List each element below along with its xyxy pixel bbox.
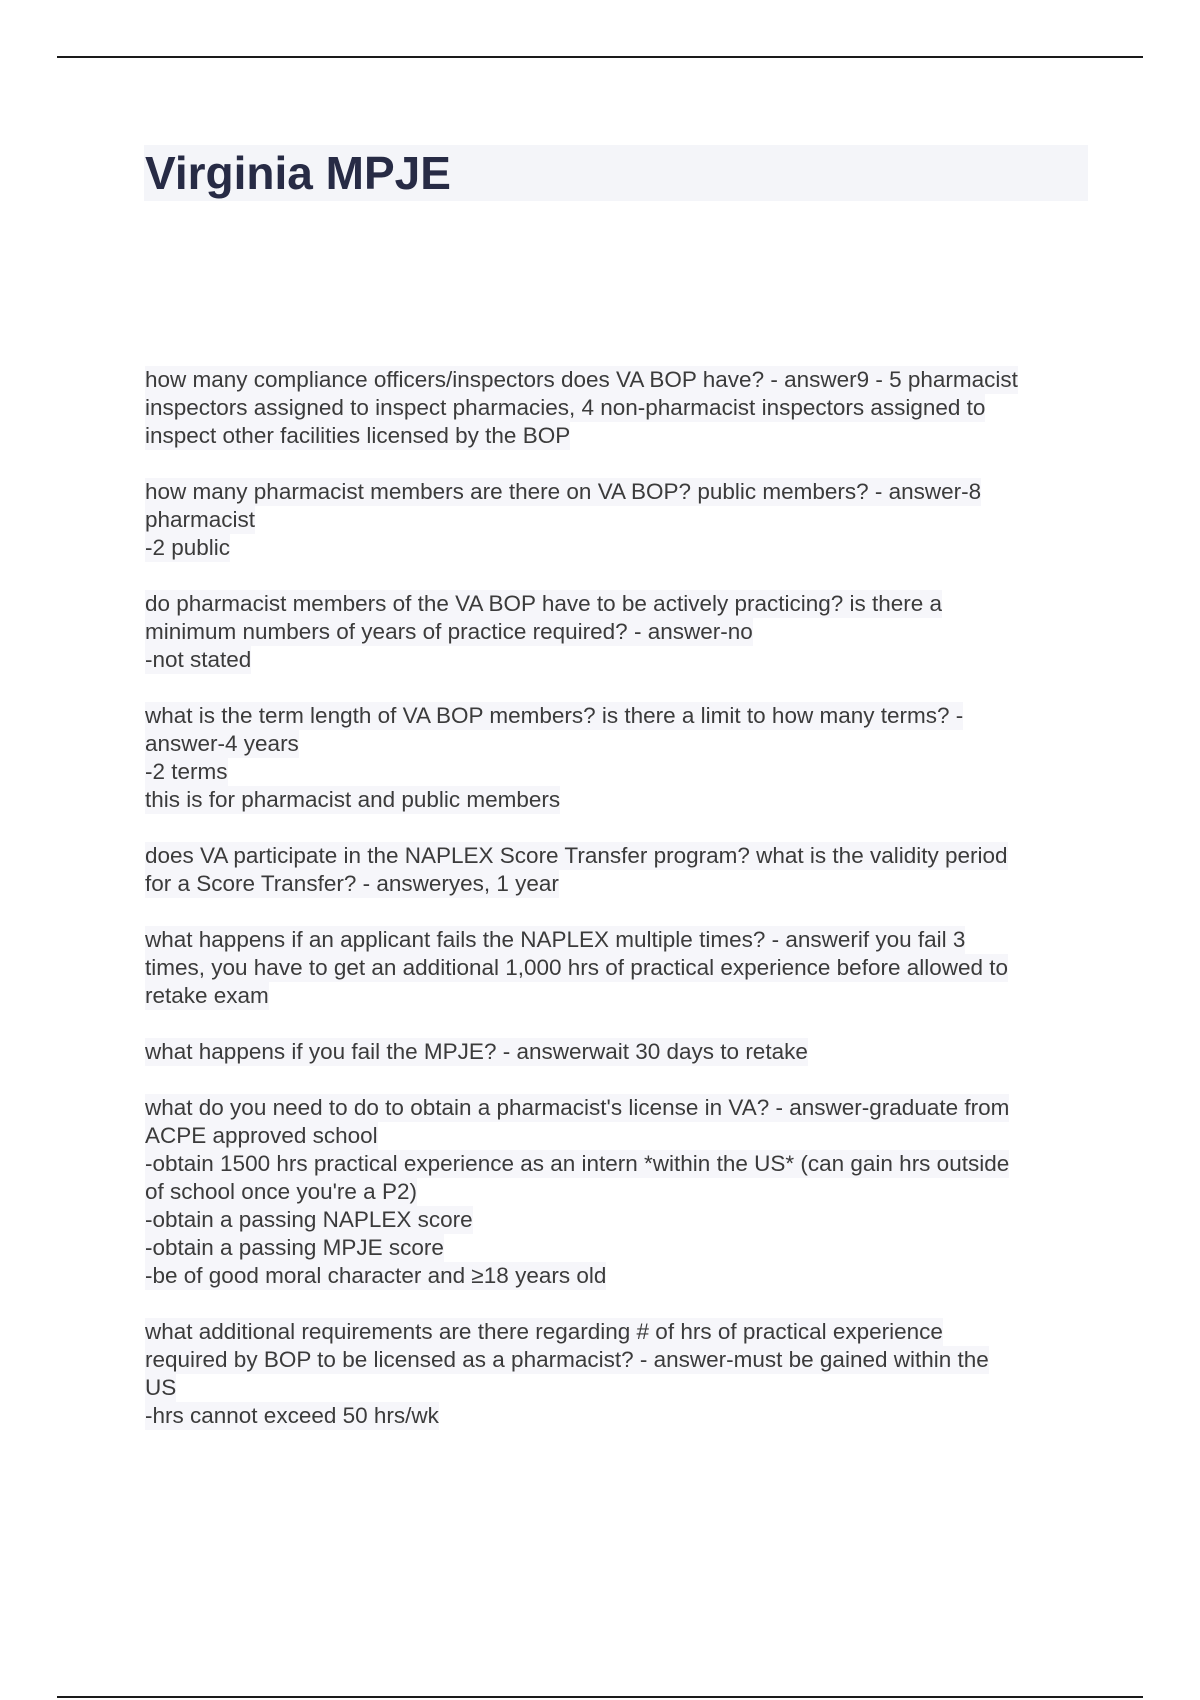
page-title: Virginia MPJE — [145, 147, 451, 199]
qa-line: inspectors assigned to inspect pharmacies, 4 non-pharmacist inspectors assigned to — [145, 395, 986, 420]
qa-line: -hrs cannot exceed 50 hrs/wk — [145, 1403, 439, 1428]
qa-line: what do you need to do to obtain a pharmacist's license in VA? - answer-graduate from — [145, 1095, 1010, 1120]
qa-card — [145, 702, 1105, 814]
qa-list — [145, 366, 1105, 1458]
qa-line: what additional requirements are there regarding # of hrs of practical experience — [145, 1319, 943, 1344]
qa-line: do pharmacist members of the VA BOP have to be actively practicing? is there a — [145, 591, 943, 616]
qa-card — [145, 842, 1105, 898]
top-rule — [57, 56, 1143, 58]
qa-line: what happens if an applicant fails the NAPLEX multiple times? - answerif you fail 3 — [145, 927, 966, 952]
qa-line: how many compliance officers/inspectors does VA BOP have? - answer9 - 5 pharmacist — [145, 367, 1018, 392]
qa-line: -2 terms — [145, 759, 228, 784]
qa-line: -not stated — [145, 647, 252, 672]
qa-line: of school once you're a P2) — [145, 1179, 417, 1204]
qa-card — [145, 590, 1105, 674]
qa-line: -obtain a passing MPJE score — [145, 1235, 444, 1260]
qa-line: what happens if you fail the MPJE? - answerwait 30 days to retake — [145, 1039, 808, 1064]
qa-line: answer-4 years — [145, 731, 299, 756]
qa-card — [145, 478, 1105, 562]
qa-card — [145, 1318, 1105, 1430]
qa-line: -be of good moral character and ≥18 years old — [145, 1263, 607, 1288]
qa-line: required by BOP to be licensed as a pharmacist? - answer-must be gained within the — [145, 1347, 989, 1372]
qa-line: inspect other facilities licensed by the BOP — [145, 423, 571, 448]
qa-line: ACPE approved school — [145, 1123, 378, 1148]
qa-card — [145, 1094, 1105, 1290]
qa-line: does VA participate in the NAPLEX Score Transfer program? what is the validity period — [145, 843, 1008, 868]
qa-line: pharmacist — [145, 507, 256, 532]
qa-card — [145, 926, 1105, 1010]
bottom-rule — [57, 1696, 1143, 1698]
qa-card — [145, 1038, 1105, 1066]
qa-line: retake exam — [145, 983, 269, 1008]
qa-line: -obtain a passing NAPLEX score — [145, 1207, 473, 1232]
qa-line: -obtain 1500 hrs practical experience as an intern *within the US* (can gain hrs outside — [145, 1151, 1010, 1176]
qa-line: for a Score Transfer? - answeryes, 1 year — [145, 871, 559, 896]
qa-line: minimum numbers of years of practice required? - answer-no — [145, 619, 753, 644]
qa-line: this is for pharmacist and public members — [145, 787, 561, 812]
qa-line: US — [145, 1375, 177, 1400]
qa-card — [145, 366, 1105, 450]
qa-line: what is the term length of VA BOP members? is there a limit to how many terms? - — [145, 703, 964, 728]
qa-line: how many pharmacist members are there on VA BOP? public members? - answer-8 — [145, 479, 982, 504]
qa-line: -2 public — [145, 535, 231, 560]
qa-line: times, you have to get an additional 1,000 hrs of practical experience before allowed to — [145, 955, 1009, 980]
